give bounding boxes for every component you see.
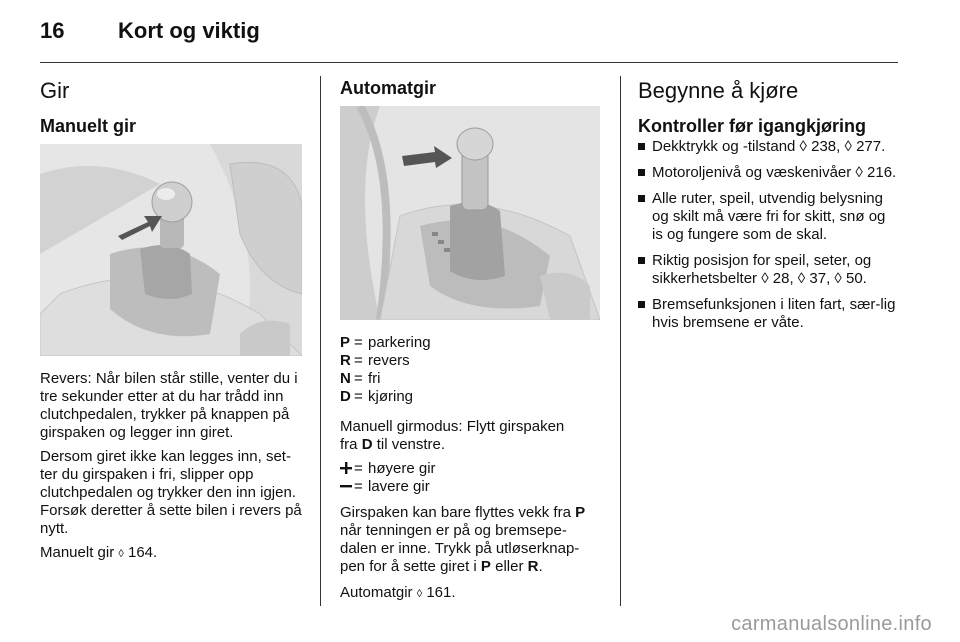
gear-positions-list bbox=[340, 334, 600, 406]
section-heading-start-driving: Begynne å kjøre bbox=[638, 78, 799, 103]
list-item: Alle ruter, speil, utvendig belysning og skilt må være fri for skitt, snø og is og fungere som de skal. bbox=[638, 190, 900, 244]
header-rule bbox=[40, 62, 898, 63]
list-item: Bremsefunksjonen i liten fart, sær-lig hvis bremsene er våte. bbox=[638, 296, 900, 332]
subheading-manual: Manuelt gir bbox=[40, 116, 137, 136]
park-shift-text: Girspaken kan bare flyttes vekk fra P når tenningen er på og bremsepe- dalen er inne. Trykk på utløserknap- pen for å sette giret i P eller R. bbox=[340, 504, 586, 575]
list-item: Motoroljenivå og væskenivåer ◊ 216. bbox=[638, 164, 900, 182]
reverse-instructions: Revers: Når bilen står stille, venter du i tre sekunder etter at du har trådd inn clutchpedalen, trykker på knappen på girspaken og legger inn giret. bbox=[40, 370, 298, 441]
gear-position-d: D = kjøring bbox=[340, 388, 414, 405]
column-divider-1 bbox=[320, 76, 321, 606]
manual-mode-text: Manuell girmodus: Flytt girspaken fra D til venstre. bbox=[340, 418, 565, 453]
page-number: 16 bbox=[40, 18, 65, 43]
reverse-retry-instructions: Dersom giret ikke kan legges inn, set-ter du girspaken i fri, slipper opp clutchpedalen og trykker den inn igjen. Forsøk deretter å sette bilen i revers på nytt. bbox=[40, 448, 302, 537]
automatic-gear-reference: Automatgir ◊ 161. bbox=[340, 584, 456, 601]
shift-direction-list: = høyere gir = lavere gir bbox=[340, 460, 606, 496]
column-divider-2 bbox=[620, 76, 621, 606]
plus-label: høyere gir bbox=[368, 460, 436, 477]
page-ref-icon: ◊ bbox=[416, 588, 423, 600]
subheading-pre-drive-checks: Kontroller før igangkjøring bbox=[638, 116, 866, 136]
minus-label: lavere gir bbox=[368, 478, 430, 495]
pre-drive-checklist bbox=[638, 138, 900, 332]
list-item: Dekktrykk og -tilstand ◊ 238, ◊ 277. bbox=[638, 138, 900, 156]
page-ref-icon: ◊ bbox=[118, 548, 124, 560]
watermark: carmanualsonline.info bbox=[731, 613, 932, 635]
gear-position-r: R = revers bbox=[340, 352, 410, 369]
manual-gear-reference: Manuelt gir ◊ 164. bbox=[40, 544, 158, 561]
subheading-automatic: Automatgir bbox=[340, 78, 436, 98]
list-item: Riktig posisjon for speil, seter, og sikkerhetsbelter ◊ 28, ◊ 37, ◊ 50. bbox=[638, 252, 900, 288]
page-header-title: Kort og viktig bbox=[118, 18, 260, 43]
plus-icon bbox=[340, 460, 354, 478]
manual-gear-illustration bbox=[40, 144, 302, 356]
automatic-gear-illustration bbox=[340, 106, 600, 320]
section-heading-gir: Gir bbox=[40, 78, 70, 103]
gear-position-p: P = parkering bbox=[340, 334, 431, 351]
gear-position-n: N = fri bbox=[340, 370, 381, 387]
minus-icon bbox=[340, 478, 354, 496]
